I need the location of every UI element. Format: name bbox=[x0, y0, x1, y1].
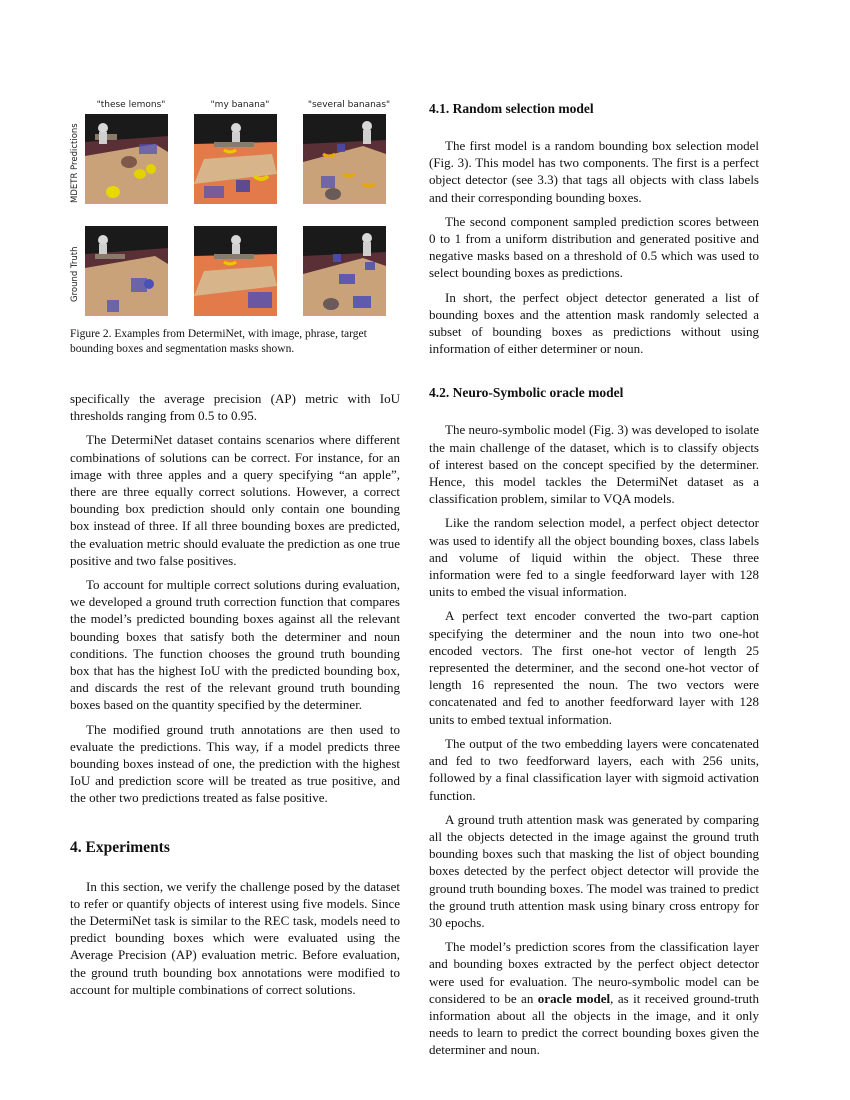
section-title-experiments: 4. Experiments bbox=[70, 838, 170, 856]
paragraph: The first model is a random bounding box selection model (Fig. 3). This model has two components. The first is a perfect object detector (see 3.3) that tags all objects with class labels and their corresponding bounding boxes. bbox=[429, 138, 759, 205]
subsection-title-random: 4.1. Random selection model bbox=[429, 101, 594, 116]
image-gt-bananas bbox=[303, 226, 386, 316]
paragraph: The output of the two embedding layers were concatenated and fed to two feedforward layers, each with 256 units, followed by a final classification layer with sigmoid activation function. bbox=[429, 735, 759, 803]
paragraph: The modified ground truth annotations are then used to evaluate the predictions. This way, if a model predicts three bounding boxes instead of one, the prediction with the highest IoU and prediction score will be treated as true positive, and the other two predictions treated as false positive. bbox=[70, 721, 400, 806]
subsection-title-neuro-symbolic: 4.2. Neuro-Symbolic oracle model bbox=[429, 385, 624, 401]
phrase-my-banana: "my banana" bbox=[210, 100, 270, 110]
paragraph: To account for multiple correct solutions during evaluation, we developed a ground truth correction function that compares the model’s predicted bounding boxes against all the relevant bounding boxes that satisfy both the determiner and noun conditions. The function chooses the ground truth bounding box that has the highest IoU with the predicted bounding box, and discards the rest of the relevant ground truth bounding boxes based on the quantity specified by the determiner. bbox=[70, 577, 400, 713]
paragraph-oracle bbox=[429, 938, 759, 1058]
image-gt-banana bbox=[194, 226, 277, 316]
paragraph: The DetermiNet dataset contains scenarios where different combinations of solutions can be correct. For instance, for an image with three apples and a query specifying “an apple”, there are three equally correct solutions. However, a correct bounding box prediction should only contain one bounding box instead of three. If all three bounding boxes are predicted, the evaluation metric should evaluate the prediction as one true positive and two false positives. bbox=[70, 432, 400, 568]
paragraph: A ground truth attention mask was generated by comparing all the objects detected in the image against the ground truth bounding boxes such that masking the list of object bounding boxes detected by the perfect object detector will provide the ground truth bounding boxes. The model was trained to predict the ground truth attention mask using binary cross entropy for 30 epochs. bbox=[429, 811, 759, 930]
image-pred-banana bbox=[194, 114, 277, 204]
phrase-these-lemons: "these lemons" bbox=[96, 100, 166, 110]
paragraph: specifically the average precision (AP) metric with IoU thresholds ranging from 0.5 to 0.95. bbox=[70, 391, 400, 424]
text-span: The model’s prediction scores from the classification layer and bounding boxes extracted by the perfect object detector were used for evaluation. The neuro-symbolic model can be considered to be an bbox=[429, 939, 759, 1006]
paragraph: The neuro-symbolic model (Fig. 3) was developed to isolate the main challenge of the dataset, which is to classify objects of interest based on the concept specified by the determiner. Hence, this model tackles the DetermiNet dataset as a classification problem, similar to VQA models. bbox=[429, 422, 759, 507]
oracle-model-emphasis: oracle model bbox=[537, 990, 611, 1006]
image-pred-lemons bbox=[85, 114, 168, 204]
row-label-predictions: MDETR Predictions bbox=[70, 123, 80, 203]
paragraph: A perfect text encoder converted the two-part caption specifying the determiner and the noun into two one-hot encoded vectors. The first one-hot vector of length 25 represented the determiner, and the second one-hot vector of length 16 represented the noun. The two vectors were concatenated and fed to another feedforward layer with 128 units to embed textual information. bbox=[429, 608, 759, 727]
left-column bbox=[70, 390, 400, 1005]
text-span: , as it received ground-truth information about all the objects in the image, and it only needs to learn to predict the correct bounding boxes given the determiner and noun. bbox=[429, 990, 759, 1058]
right-column bbox=[429, 100, 759, 1066]
phrase-several-bananas: "several bananas" bbox=[307, 100, 391, 110]
image-gt-lemons bbox=[85, 226, 168, 316]
image-pred-bananas bbox=[303, 114, 386, 204]
paragraph: The second component sampled prediction scores between 0 to 1 from a uniform distribution and generated positive and negative masks based on a threshold of 0.5 which was used to select bounding boxes as predictions. bbox=[429, 213, 759, 281]
figure-caption: Figure 2. Examples from DetermiNet, with image, phrase, target bounding boxes and segmentation masks shown. bbox=[70, 328, 367, 355]
figure-2 bbox=[70, 100, 400, 355]
paragraph: In this section, we verify the challenge posed by the dataset to refer or quantify objects of interest using five models. Since the DetermiNet task is similar to the REC task, models need to predict bounding boxes which were evaluated using the Average Precision (AP) evaluation metric. Before evaluation, the ground truth bounding box annotations were modified to account for multiple combinations of correct solutions. bbox=[70, 878, 400, 997]
paragraph: In short, the perfect object detector generated a list of bounding boxes and the attention mask randomly selected a subset of bounding boxes as predictions without using information of either determiner or noun. bbox=[429, 289, 759, 357]
paragraph: Like the random selection model, a perfect object detector was used to identify all the object bounding boxes, class labels and volume of liquid within the object. These three information were fed to a single feedforward layer with 128 units to embed the visual information. bbox=[429, 515, 759, 600]
row-label-ground-truth: Ground Truth bbox=[70, 246, 80, 302]
